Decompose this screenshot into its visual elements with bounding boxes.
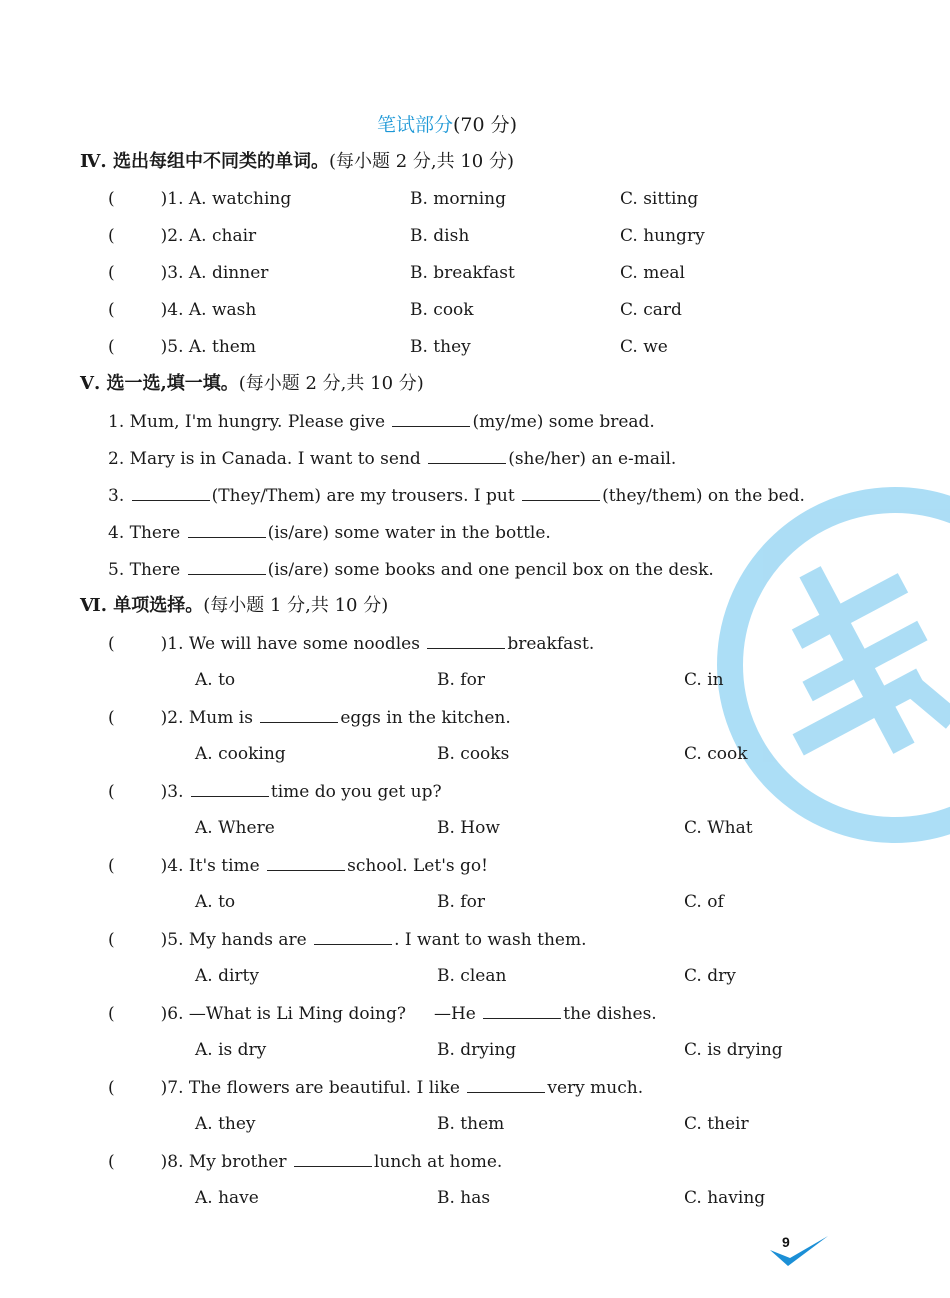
answer-paren[interactable]: ( [108,856,115,876]
question-text: (they/them) on the bed. [602,486,805,506]
question-text: (is/are) some books and one pencil box on the desk. [267,560,714,580]
option-b: B. morning [410,189,506,209]
question-text: )3. [160,782,184,802]
answer-blank[interactable] [260,706,338,723]
option-c: C. cook [684,744,748,764]
option-c: C. dry [684,966,736,986]
section-4-points: (每小题 2 分,共 10 分) [328,151,514,172]
option-c: C. hungry [620,226,705,246]
answer-paren[interactable]: ( [108,226,115,246]
list-item [108,188,291,210]
list-item [108,299,256,321]
option-a: A. dirty [195,966,259,986]
item-text: )5. A. them [160,337,256,357]
question-text: the dishes. [563,1004,657,1024]
answer-paren[interactable]: ( [108,300,115,320]
option-b: B. clean [437,966,507,986]
option-a: A. have [195,1188,259,1208]
question-text: eggs in the kitchen. [340,708,511,728]
question-text: very much. [547,1078,644,1098]
answer-blank[interactable] [483,1002,561,1019]
title-text: 笔试部分 [377,114,454,136]
section-5-heading [80,373,424,395]
question-text: —He [433,1004,476,1024]
answer-paren[interactable]: ( [108,189,115,209]
answer-blank[interactable] [132,484,210,501]
answer-paren[interactable]: ( [108,634,115,654]
answer-blank[interactable] [428,447,506,464]
answer-blank[interactable] [392,410,470,427]
page-number-badge [768,1228,830,1272]
fill-question-4 [108,521,551,544]
checkmark-icon [768,1228,830,1272]
question-text: 5. There [108,560,181,580]
option-a: A. they [195,1114,256,1134]
question-text: )5. My hands are [160,930,307,950]
section-6-heading [80,595,388,617]
list-item [108,336,256,358]
choice-question [108,854,488,877]
choice-question [108,706,511,729]
option-c: C. their [684,1114,749,1134]
section-4-heading [80,151,514,173]
option-c: C. in [684,670,724,690]
section-5-title: Ⅴ. 选一选,填一填。 [80,373,239,394]
answer-blank[interactable] [522,484,600,501]
option-c: C. we [620,337,668,357]
answer-blank[interactable] [188,558,266,575]
question-text: )7. The flowers are beautiful. I like [160,1078,460,1098]
answer-blank[interactable] [191,780,269,797]
answer-blank[interactable] [267,854,345,871]
item-text: )3. A. dinner [160,263,269,283]
list-item [108,225,256,247]
answer-paren[interactable]: ( [108,263,115,283]
option-a: A. is dry [195,1040,267,1060]
option-b: B. How [437,818,500,838]
answer-paren[interactable]: ( [108,1004,115,1024]
question-text: 4. There [108,523,181,543]
option-b: B. has [437,1188,491,1208]
option-a: A. to [195,670,236,690]
question-text: )1. We will have some noodles [160,634,420,654]
question-text: 2. Mary is in Canada. I want to send [108,449,421,469]
question-text: lunch at home. [373,1152,503,1172]
question-text: school. Let's go! [347,856,488,876]
question-text: (is/are) some water in the bottle. [267,523,551,543]
question-text: (she/her) an e-mail. [508,449,677,469]
answer-paren[interactable]: ( [108,1152,115,1172]
option-b: B. for [437,670,485,690]
section-5-points: (每小题 2 分,共 10 分) [238,373,424,394]
answer-blank[interactable] [427,632,505,649]
choice-question [108,632,594,655]
question-text: (my/me) some bread. [472,412,655,432]
option-a: A. to [195,892,236,912]
option-a: A. Where [195,818,275,838]
question-text: (They/Them) are my trousers. I put [211,486,515,506]
choice-question [108,1002,657,1025]
option-c: C. of [684,892,724,912]
option-c: C. What [684,818,753,838]
choice-question [108,780,442,803]
question-text: )8. My brother [160,1152,287,1172]
option-b: B. for [437,892,485,912]
option-b: B. cooks [437,744,510,764]
section-6-title: Ⅵ. 单项选择。 [80,595,204,616]
question-text: 1. Mum, I'm hungry. Please give [108,412,386,432]
option-c: C. is drying [684,1040,783,1060]
option-c: C. having [684,1188,766,1208]
answer-paren[interactable]: ( [108,708,115,728]
choice-question [108,1076,643,1099]
option-c: C. meal [620,263,685,283]
fill-question-1 [108,410,655,433]
answer-paren[interactable]: ( [108,782,115,802]
section-6-points: (每小题 1 分,共 10 分) [203,595,389,616]
page-number: 9 [782,1234,790,1250]
item-text: )1. A. watching [160,189,292,209]
title-points: (70 分) [453,114,518,136]
answer-paren[interactable]: ( [108,930,115,950]
option-c: C. card [620,300,682,320]
section-4-title: Ⅳ. 选出每组中不同类的单词。 [80,151,329,172]
question-text: 3. [108,486,125,506]
fill-question-5 [108,558,714,581]
choice-question [108,928,587,951]
item-text: )4. A. wash [160,300,257,320]
option-b: B. cook [410,300,474,320]
option-a: A. cooking [195,744,286,764]
question-text: )6. —What is Li Ming doing? [160,1004,406,1024]
option-b: B. they [410,337,471,357]
question-text: )2. Mum is [160,708,253,728]
option-b: B. drying [437,1040,517,1060]
choice-question [108,1150,502,1173]
answer-paren[interactable]: ( [108,1078,115,1098]
list-item [108,262,268,284]
answer-blank[interactable] [188,521,266,538]
question-text: breakfast. [507,634,595,654]
fill-question-3 [108,484,805,507]
section-title [377,113,517,137]
question-text: )4. It's time [160,856,260,876]
option-b: B. them [437,1114,505,1134]
option-b: B. dish [410,226,470,246]
fill-question-2 [108,447,676,470]
answer-blank[interactable] [294,1150,372,1167]
answer-paren[interactable]: ( [108,337,115,357]
answer-blank[interactable] [314,928,392,945]
option-c: C. sitting [620,189,699,209]
option-b: B. breakfast [410,263,515,283]
item-text: )2. A. chair [160,226,257,246]
question-text: . I want to wash them. [394,930,587,950]
answer-blank[interactable] [467,1076,545,1093]
question-text: time do you get up? [270,782,442,802]
